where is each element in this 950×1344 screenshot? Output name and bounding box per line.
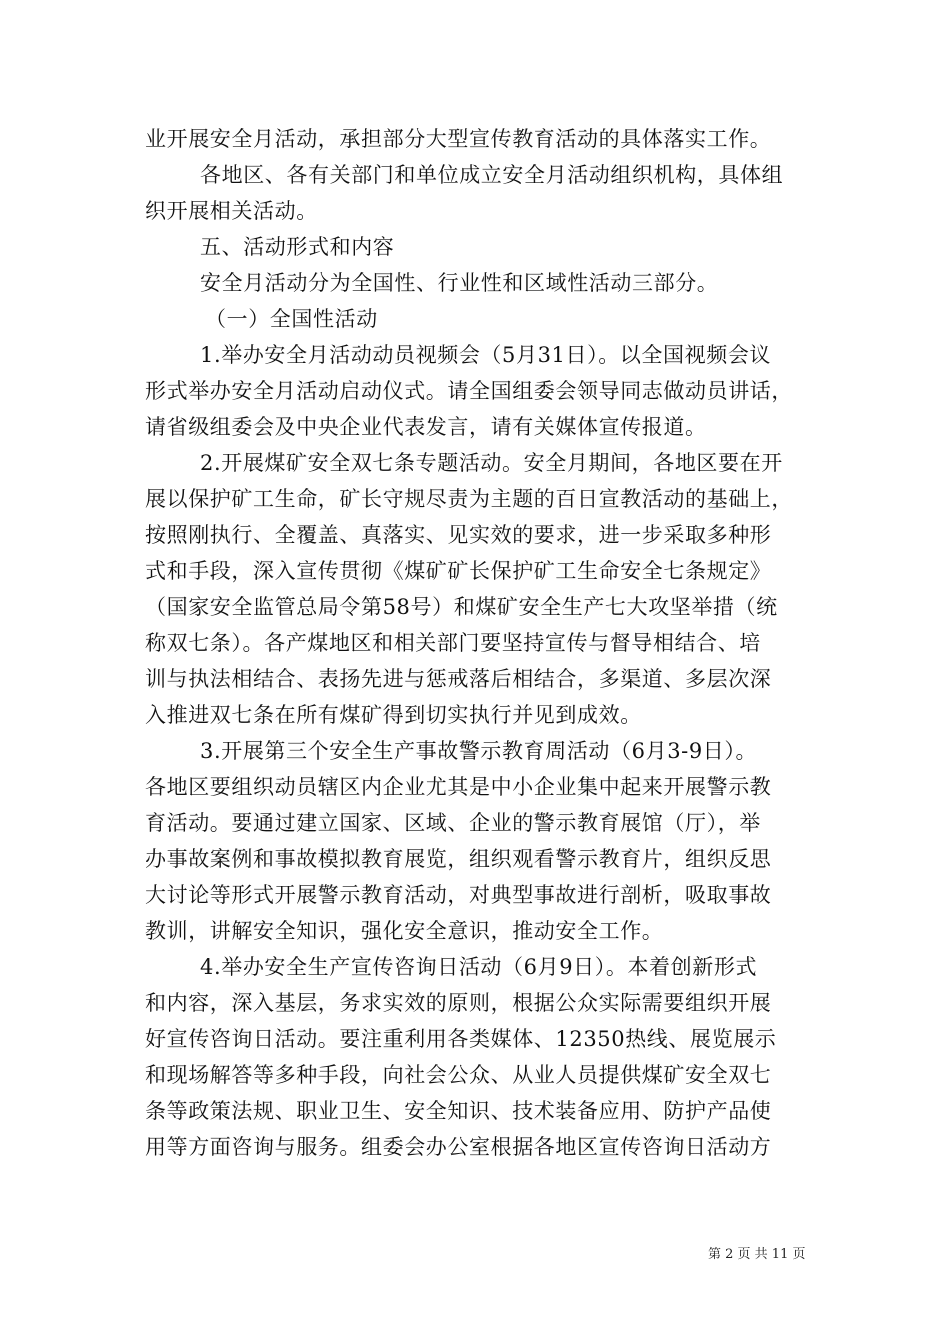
text-line: 安全月活动分为全国性、行业性和区域性活动三部分。 bbox=[200, 271, 719, 295]
text-line: 式和手段，深入宣传贯彻《煤矿矿长保护矿工生命安全七条规定》 bbox=[145, 559, 772, 583]
text-line: 3.开展第三个安全生产事故警示教育周活动（6月3-9日）。 bbox=[200, 739, 758, 763]
text-line: 入推进双七条在所有煤矿得到切实执行并见到成效。 bbox=[145, 703, 642, 727]
text-line: 和现场解答等多种手段，向社会公众、从业人员提供煤矿安全双七 bbox=[145, 1063, 772, 1087]
text-line: 办事故案例和事故模拟教育展览，组织观看警示教育片，组织反思 bbox=[145, 847, 772, 871]
text-line: 4.举办安全生产宣传咨询日活动（6月9日）。本着创新形式 bbox=[200, 955, 758, 979]
text-line: 各地区、各有关部门和单位成立安全月活动组织机构，具体组 bbox=[200, 163, 784, 187]
text-line: 育活动。要通过建立国家、区域、企业的警示教育展馆（厅），举 bbox=[145, 811, 761, 835]
text-line: 教训，讲解安全知识，强化安全意识，推动安全工作。 bbox=[145, 919, 664, 943]
text-line: 2.开展煤矿安全双七条专题活动。安全月期间，各地区要在开 bbox=[200, 451, 783, 475]
text-line: 用等方面咨询与服务。组委会办公室根据各地区宣传咨询日活动方 bbox=[145, 1135, 772, 1159]
text-line: 1.举办安全月活动动员视频会（5月31日）。以全国视频会议 bbox=[200, 343, 772, 367]
text-line: 称双七条）。各产煤地区和相关部门要坚持宣传与督导相结合、培 bbox=[145, 631, 761, 655]
text-line: 织开展相关活动。 bbox=[145, 199, 318, 223]
text-line: 请省级组委会及中央企业代表发言，请有关媒体宣传报道。 bbox=[145, 415, 707, 439]
text-line: （国家安全监管总局令第58号）和煤矿安全生产七大攻坚举措（统 bbox=[145, 595, 778, 619]
text-line: 展以保护矿工生命，矿长守规尽责为主题的百日宣教活动的基础上， bbox=[145, 487, 793, 511]
text-line: 形式举办安全月活动启动仪式。请全国组委会领导同志做动员讲话， bbox=[145, 379, 793, 403]
text-line: 按照刚执行、全覆盖、真落实、见实效的要求，进一步采取多种形 bbox=[145, 523, 772, 547]
text-line: 业开展安全月活动，承担部分大型宣传教育活动的具体落实工作。 bbox=[145, 127, 772, 151]
subsection-heading: （一）全国性活动 bbox=[205, 307, 378, 331]
text-line: 大讨论等形式开展警示教育活动，对典型事故进行剖析，吸取事故 bbox=[145, 883, 772, 907]
text-line: 训与执法相结合、表扬先进与惩戒落后相结合，多渠道、多层次深 bbox=[145, 667, 772, 691]
text-line: 好宣传咨询日活动。要注重利用各类媒体、12350热线、展览展示 bbox=[145, 1027, 777, 1051]
text-line: 条等政策法规、职业卫生、安全知识、技术装备应用、防护产品使 bbox=[145, 1099, 772, 1123]
page-number: 第 2 页 共 11 页 bbox=[708, 1247, 806, 1262]
text-line: 各地区要组织动员辖区内企业尤其是中小企业集中起来开展警示教 bbox=[145, 775, 772, 799]
section-heading: 五、活动形式和内容 bbox=[200, 235, 395, 259]
text-line: 和内容，深入基层，务求实效的原则，根据公众实际需要组织开展 bbox=[145, 991, 772, 1015]
